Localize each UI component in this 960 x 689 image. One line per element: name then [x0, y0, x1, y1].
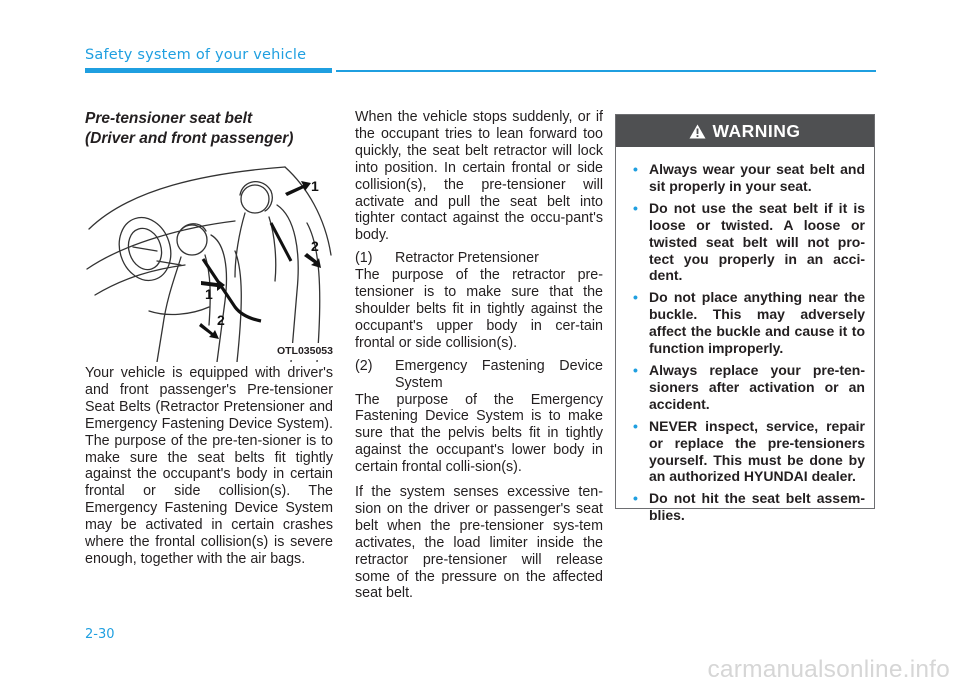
item-title-line1: Emergency Fastening Device — [395, 357, 603, 374]
callout-1-driver: 1 — [205, 286, 213, 302]
passenger-head — [241, 185, 269, 213]
page-number: 2-30 — [85, 627, 115, 642]
warning-triangle-icon — [689, 124, 706, 139]
header-rule-thick — [85, 68, 332, 73]
middle-closing-paragraph: If the system senses excessive ten-sion on the driver or passenger's seat belt when the pre-tensioner sys-tem activates, the load limiter inside the retractor pre-tensioner will release some of the pressure on the affected seat belt. — [355, 484, 603, 602]
warning-box — [615, 114, 875, 524]
driver-seat — [211, 235, 226, 362]
item-title: Retractor Pretensioner — [395, 250, 539, 267]
warning-item — [630, 200, 865, 285]
list-item-retractor — [355, 250, 603, 351]
illustration-code: OTL035053 — [275, 343, 333, 360]
warning-item-text: Always wear your seat belt and sit properly in your seat. — [649, 161, 865, 194]
callout-1-passenger: 1 — [311, 178, 319, 194]
bullet-icon: • — [633, 161, 638, 177]
passenger-body — [235, 213, 245, 277]
passenger-seat — [277, 205, 298, 362]
section-title: Safety system of your vehicle — [85, 47, 307, 63]
warning-item-text: Do not hit the seat belt assem-blies. — [649, 490, 865, 524]
warning-label: WARNING — [712, 120, 801, 141]
windshield-line — [89, 167, 285, 229]
driver-body — [157, 257, 181, 362]
bullet-icon: • — [633, 417, 638, 434]
warning-item — [630, 490, 865, 524]
warning-item — [630, 289, 865, 357]
seatbelt-illustration — [85, 165, 333, 362]
bullet-icon: • — [633, 490, 638, 507]
item-number: (2) — [355, 357, 373, 374]
middle-column — [355, 109, 603, 602]
list-item-emergency-fastening — [355, 358, 603, 476]
warning-item — [630, 418, 865, 486]
subheading — [85, 109, 333, 149]
middle-intro-paragraph: When the vehicle stops suddenly, or if the occupant tries to lean forward too quickly, the seat belt retractor will lock into position. In certain frontal or side collision(s), the pre-tensioner will activate and pull the seat belt into tighter contact against the occu-pant's body. — [355, 109, 603, 244]
bullet-icon: • — [633, 199, 638, 216]
left-body-paragraph: Your vehicle is equipped with driver's and front passenger's Pre-tensioner Seat Belts (Retractor Pretensioner and Emergency Fastening Device System). The purpose of the pre-ten-sioner is to make sure the seat belts fit tightly against the occupant's body in certain frontal or side collision(s). The Emergency Fastening Device System may be activated in certain crashes where the frontal collision(s) is severe enough, together with the air bags. — [85, 365, 333, 567]
watermark: carmanualsonline.info — [707, 656, 950, 683]
header-rule-thin — [336, 70, 876, 72]
callout-numbers — [205, 178, 319, 328]
left-column — [85, 109, 333, 568]
bullet-icon: • — [633, 361, 638, 378]
bullet-icon: • — [633, 289, 638, 306]
driver-lap — [149, 307, 209, 314]
warning-header — [616, 115, 874, 147]
warning-list — [616, 161, 874, 524]
subheading-line1: Pre-tensioner seat belt — [85, 110, 253, 127]
item-title-line2: System — [395, 374, 443, 391]
warning-item-text: Do not place anything near the buckle. This may adversely affect the buckle and cause it to function improperly. — [649, 289, 865, 357]
item-body: The purpose of the retractor pre-tensioner is to make sure that the shoulder belts fit in tightly against the occupant's upper body in cer-tain frontal or side collision(s). — [355, 267, 603, 351]
item-number: (1) — [355, 250, 373, 267]
warning-item — [630, 362, 865, 413]
warning-item — [630, 161, 865, 195]
warning-item-text: Do not use the seat belt if it is loose or twisted. A loose or twisted seat belt will not pro-tect you properly in an acci-dent. — [649, 199, 865, 284]
warning-item-text: NEVER inspect, service, repair or replace the pre-tensioners yourself. This must be done by an authorized HYUNDAI dealer. — [649, 417, 865, 485]
warning-item-text: Always replace your pre-ten-sioners after activation or an accident. — [649, 361, 865, 412]
subheading-line2: (Driver and front passenger) — [85, 130, 294, 147]
callout-2-passenger: 2 — [311, 238, 319, 254]
item-body: The purpose of the Emergency Fastening Device System is to make sure that the pelvis belts fit in tightly against the occupant's lower body in certain frontal colli-sion(s). — [355, 391, 603, 476]
callout-2-driver: 2 — [217, 312, 225, 328]
seatbelt-drawing — [85, 165, 333, 362]
